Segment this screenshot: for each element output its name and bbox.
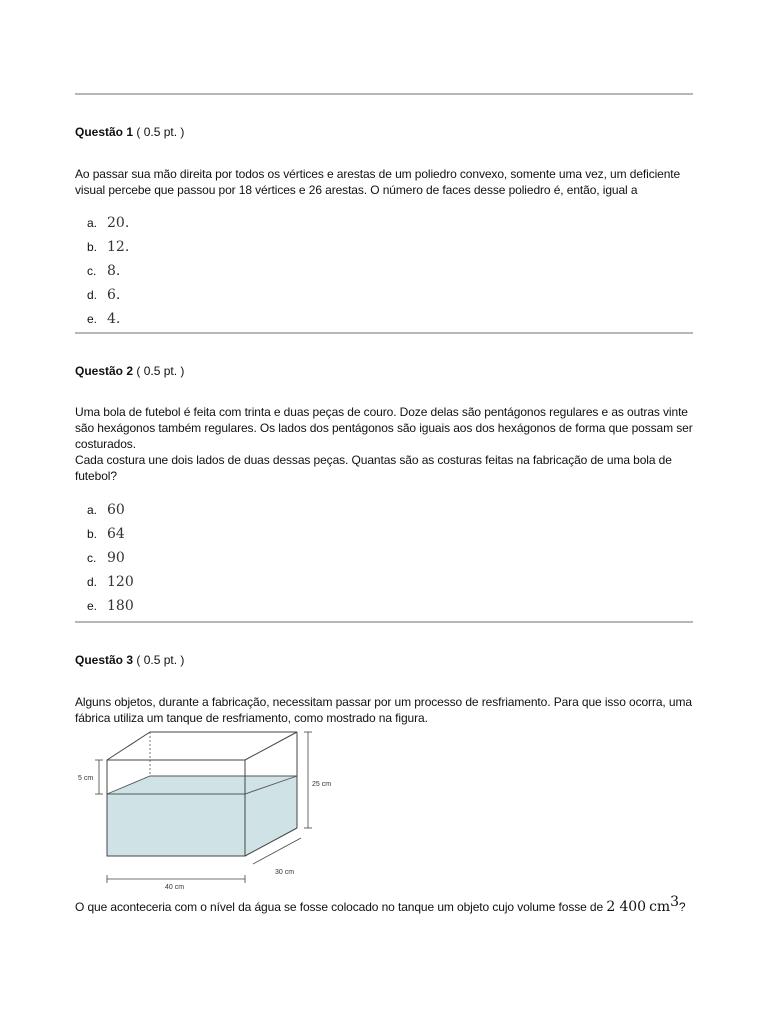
- question-3-followup-end: ?: [678, 900, 686, 914]
- cooling-tank-figure: [75, 728, 345, 893]
- label-25cm: 25 cm: [312, 781, 332, 788]
- question-2-text: [75, 404, 693, 484]
- label-40cm: 40 cm: [165, 884, 185, 891]
- question-3-followup-text: O que aconteceria com o nível da água se fosse colocado no tanque um objeto cujo volume fosse de: [75, 900, 604, 914]
- divider: [75, 332, 693, 334]
- question-1-text: Ao passar sua mão direita por todos os vértices e arestas de um poliedro convexo, somente uma vez, um deficiente visual percebe que passou por 18 vértices e 26 arestas. O número de faces desse poliedro é, então, igual a: [75, 167, 681, 197]
- question-1-points: ( 0.5 pt. ): [136, 125, 185, 139]
- question-2-option-c[interactable]: c. 90: [87, 550, 125, 566]
- question-2-option-b[interactable]: b. 64: [87, 526, 125, 542]
- tank-edge: [245, 732, 297, 760]
- question-2-paragraph-2: Cada costura une dois lados de duas dessas peças. Quantas são as costuras feitas na fabricação de uma bola de futebol?: [75, 453, 672, 483]
- question-2-options: [87, 498, 134, 618]
- question-2-paragraph-1: Uma bola de futebol é feita com trinta e duas peças de couro. Doze delas são pentágonos regulares e as outras vinte são hexágonos também regulares. Os lados dos pentágonos são iguais aos dos hexágonos de forma que possam ser costurados.: [75, 405, 693, 451]
- question-3-points: ( 0.5 pt. ): [136, 653, 185, 667]
- question-1-option-b[interactable]: b. 12.: [87, 239, 130, 255]
- question-3-header: [75, 653, 184, 667]
- question-1-option-d[interactable]: d. 6.: [87, 287, 121, 303]
- question-2-option-a[interactable]: a. 60: [87, 502, 125, 518]
- question-2-label: Questão 2: [75, 364, 134, 378]
- divider: [75, 93, 693, 95]
- question-2-points: ( 0.5 pt. ): [136, 364, 185, 378]
- tank-edge: [107, 732, 150, 760]
- question-2-option-e[interactable]: e. 180: [87, 598, 134, 614]
- question-2-header: [75, 364, 184, 378]
- question-3-followup: [75, 894, 693, 915]
- question-2-option-d[interactable]: d. 120: [87, 574, 134, 590]
- question-1-option-a[interactable]: a. 20.: [87, 215, 130, 231]
- volume-unit: cm: [649, 899, 671, 915]
- divider: [75, 621, 693, 623]
- question-1-option-e[interactable]: e. 4.: [87, 311, 121, 327]
- question-1-option-c[interactable]: c. 8.: [87, 263, 121, 279]
- water-front: [107, 794, 245, 856]
- question-1-options: [87, 211, 129, 331]
- label-5cm: 5 cm: [78, 775, 94, 782]
- question-1-label: Questão 1: [75, 125, 134, 139]
- question-3-text: Alguns objetos, durante a fabricação, necessitam passar por um processo de resfriamento. Para que isso ocorra, uma fábrica utiliza um tanque de resfriamento, como mostrado na figura.: [75, 695, 692, 725]
- volume-exponent: 3: [670, 894, 679, 910]
- question-1-header: [75, 125, 184, 139]
- label-30cm: 30 cm: [275, 869, 295, 876]
- question-3-label: Questão 3: [75, 653, 134, 667]
- volume-value: 2 400: [606, 899, 646, 915]
